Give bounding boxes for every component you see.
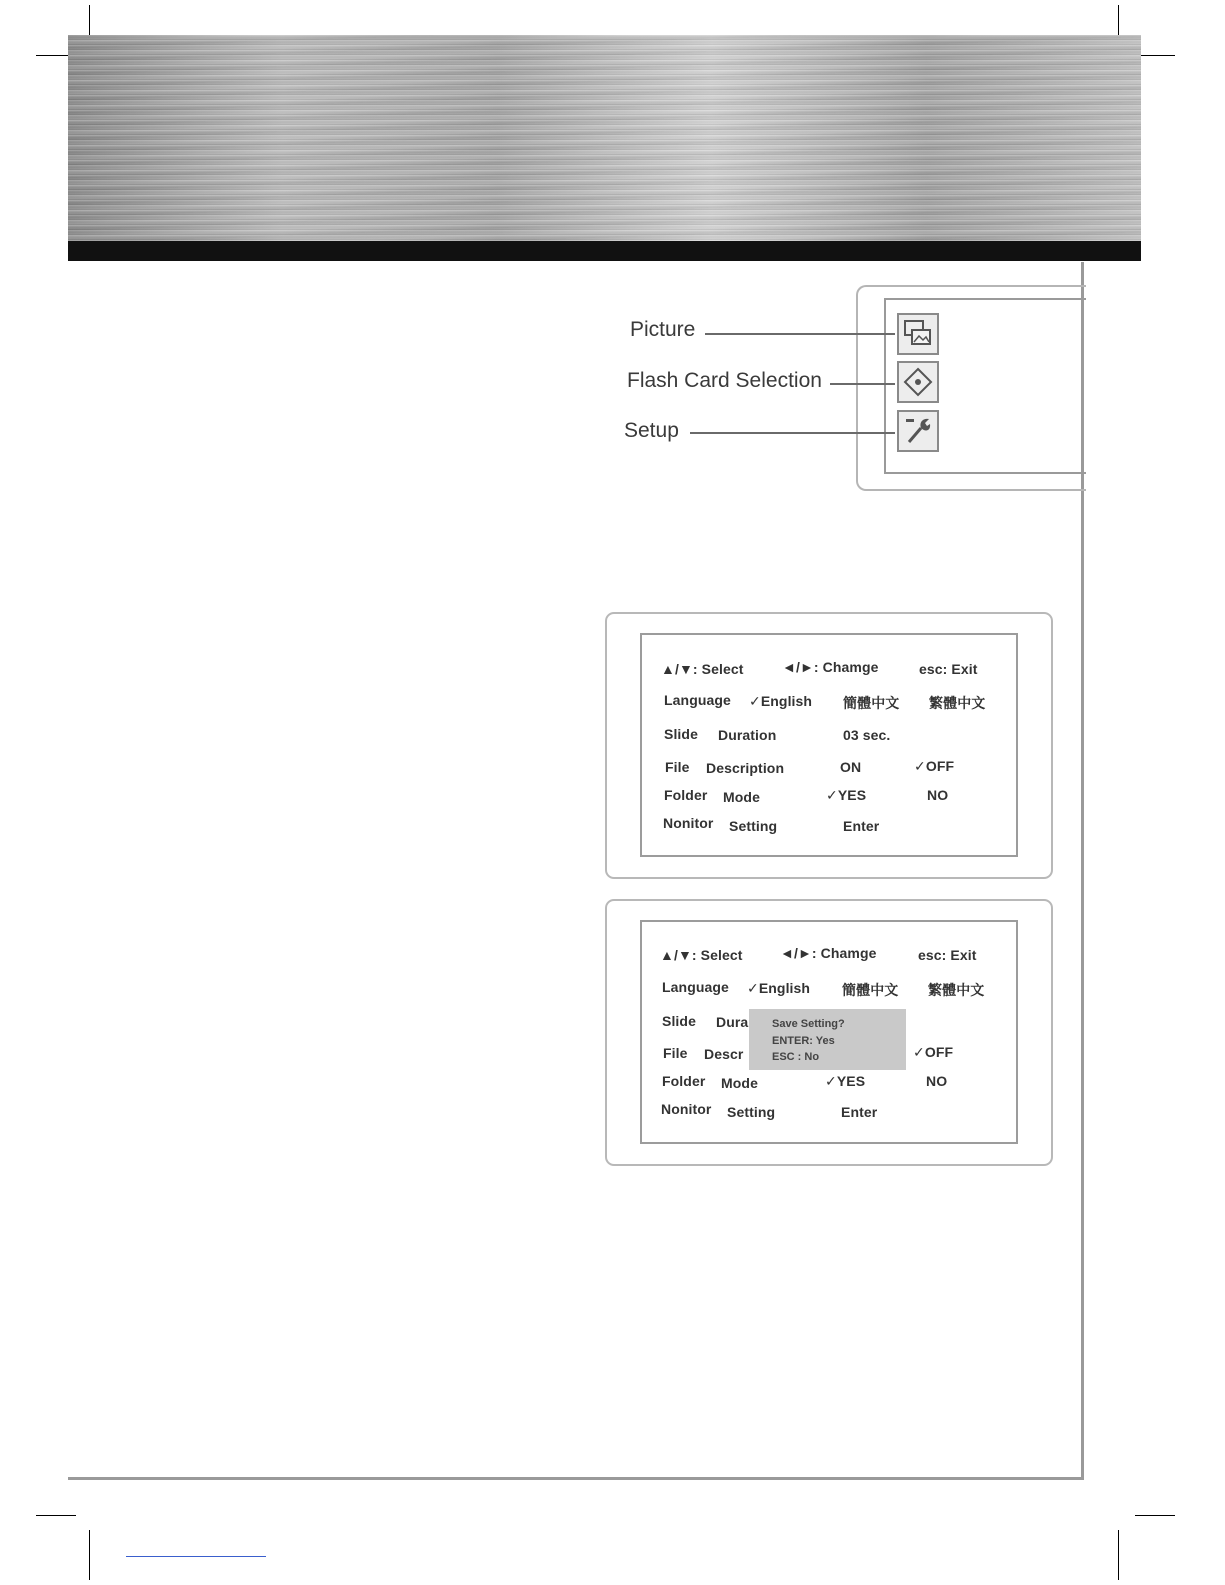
monitor-setting-enter[interactable]: Enter xyxy=(843,818,880,834)
picture-leader-line xyxy=(705,333,895,335)
save-confirm-yes[interactable]: ENTER: Yes xyxy=(772,1035,835,1047)
description-label: Description xyxy=(706,760,785,776)
help-select: ▲/▼: Select xyxy=(660,947,743,963)
language-option-english[interactable]: ✓English xyxy=(747,980,811,996)
help-select: ▲/▼: Select xyxy=(661,661,744,677)
flash-card-callout-label: Flash Card Selection xyxy=(627,369,822,392)
save-setting-dialog xyxy=(749,1009,906,1070)
duration-label: Duration xyxy=(718,727,777,743)
help-change: ◄/►: Chamge xyxy=(782,659,879,675)
file-label: File xyxy=(665,759,690,775)
flash-card-icon[interactable] xyxy=(897,361,939,403)
file-description-off[interactable]: ✓OFF xyxy=(914,758,955,774)
setup-leader-line xyxy=(690,432,895,434)
language-option-traditional-chinese[interactable]: 繁體中文 xyxy=(929,695,986,711)
description-label-partial: Descr xyxy=(704,1046,744,1062)
folder-mode-no[interactable]: NO xyxy=(927,787,949,803)
save-confirm-no[interactable]: ESC : No xyxy=(772,1051,820,1063)
language-label: Language xyxy=(664,692,731,708)
slide-label: Slide xyxy=(662,1013,696,1029)
brushed-metal-header xyxy=(68,35,1141,241)
mode-label: Mode xyxy=(723,789,760,805)
folder-label: Folder xyxy=(662,1073,706,1089)
save-setting-title: Save Setting? xyxy=(772,1018,845,1030)
folder-mode-yes[interactable]: ✓YES xyxy=(825,1073,866,1089)
language-option-traditional-chinese[interactable]: 繁體中文 xyxy=(928,982,985,998)
folder-mode-no[interactable]: NO xyxy=(926,1073,948,1089)
language-option-english[interactable]: ✓English xyxy=(749,693,813,709)
folder-label: Folder xyxy=(664,787,708,803)
mode-label: Mode xyxy=(721,1075,758,1091)
footer-link-line xyxy=(126,1556,266,1557)
help-exit: esc: Exit xyxy=(919,661,978,677)
file-description-off[interactable]: ✓OFF xyxy=(913,1044,954,1060)
crop-mark xyxy=(89,1530,90,1580)
crop-mark xyxy=(1118,1530,1119,1580)
crop-mark xyxy=(36,1515,76,1516)
setup-callout-label: Setup xyxy=(624,419,679,442)
page-border-bottom xyxy=(68,1477,1084,1480)
language-label: Language xyxy=(662,979,729,995)
file-label: File xyxy=(663,1045,688,1061)
header-bar xyxy=(68,241,1141,261)
setup-icon[interactable] xyxy=(897,410,939,452)
language-option-simplified-chinese[interactable]: 簡體中文 xyxy=(843,695,900,711)
setting-label: Setting xyxy=(729,818,778,834)
file-description-on[interactable]: ON xyxy=(840,759,862,775)
crop-mark xyxy=(1135,1515,1175,1516)
monitor-label: Nonitor xyxy=(663,815,714,831)
monitor-setting-enter[interactable]: Enter xyxy=(841,1104,878,1120)
monitor-label: Nonitor xyxy=(661,1101,712,1117)
picture-icon[interactable] xyxy=(897,313,939,355)
duration-label-partial: Dura xyxy=(716,1014,749,1030)
language-option-simplified-chinese[interactable]: 簡體中文 xyxy=(842,982,899,998)
help-exit: esc: Exit xyxy=(918,947,977,963)
crop-mark xyxy=(1135,55,1175,56)
picture-callout-label: Picture xyxy=(630,318,696,341)
folder-mode-yes[interactable]: ✓YES xyxy=(826,787,867,803)
slide-label: Slide xyxy=(664,726,698,742)
setting-label: Setting xyxy=(727,1104,776,1120)
slide-duration-value[interactable]: 03 sec. xyxy=(843,727,891,743)
flash-card-leader-line xyxy=(830,383,895,385)
help-change: ◄/►: Chamge xyxy=(780,945,877,961)
